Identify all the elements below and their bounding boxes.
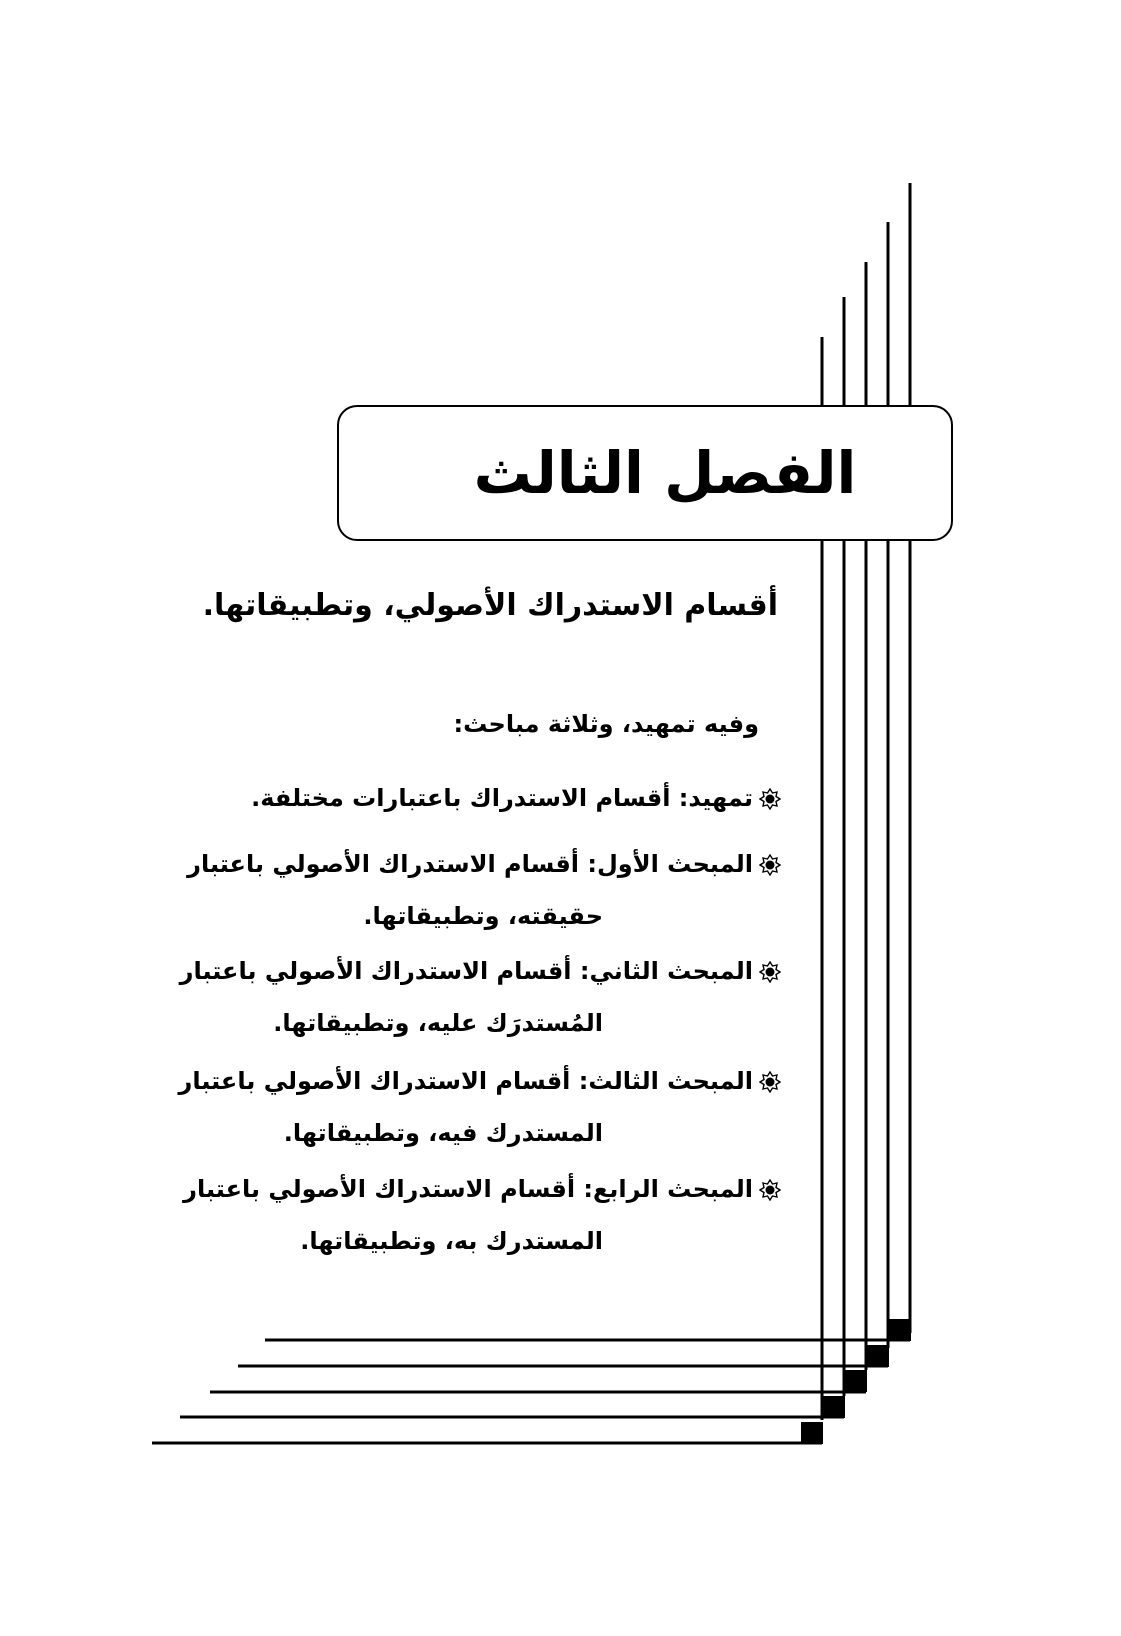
list-item-text: المبحث الثاني: أقسام الاستدراك الأصولي باعتبار	[179, 957, 753, 985]
star-bullet-icon	[759, 854, 781, 876]
list-item-line	[181, 838, 781, 890]
list-item-continuation: حقيقته، وتطبيقاتها.	[363, 902, 603, 930]
star-bullet-icon	[759, 961, 781, 983]
list-item-text: تمهيد: أقسام الاستدراك باعتبارات مختلفة.	[251, 784, 753, 812]
list-item-continuation: المستدرك به، وتطبيقاتها.	[300, 1227, 603, 1255]
list-item	[178, 1055, 781, 1159]
list-item-line	[181, 1163, 781, 1215]
list-item-text: المبحث الأول: أقسام الاستدراك الأصولي باعتبار	[187, 850, 753, 878]
intro-text: وفيه تمهيد، وثلاثة مباحث:	[453, 710, 759, 738]
list-item-continuation: المُستدرَك عليه، وتطبيقاتها.	[273, 1009, 603, 1037]
list-item-line	[181, 945, 781, 997]
list-item-text: المبحث الرابع: أقسام الاستدراك الأصولي باعتبار	[183, 1175, 753, 1203]
star-bullet-icon	[759, 1071, 781, 1093]
list-item	[181, 945, 781, 1049]
list-item-continuation: المستدرك فيه، وتطبيقاتها.	[283, 1119, 603, 1147]
star-bullet-icon	[759, 1179, 781, 1201]
part-title: أقسام الاستدراك الأصولي، وتطبيقاتها.	[202, 588, 778, 623]
chapter-title: الفصل الثالث	[473, 439, 857, 507]
star-bullet-icon	[759, 788, 781, 810]
chapter-title-box	[337, 405, 953, 541]
list-item-text: المبحث الثالث: أقسام الاستدراك الأصولي باعتبار	[178, 1067, 753, 1095]
list-item	[181, 838, 781, 942]
list-item	[181, 772, 781, 824]
list-item-line	[178, 1055, 781, 1107]
list-item-line	[181, 772, 781, 824]
list-item	[181, 1163, 781, 1267]
